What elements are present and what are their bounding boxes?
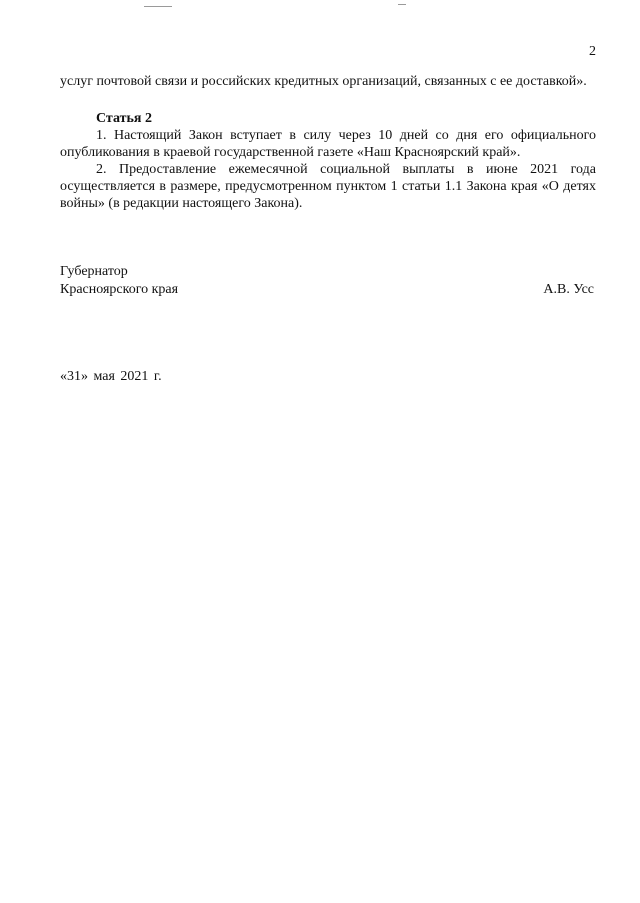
article-paragraph-2: 2. Предоставление ежемесячной социальной выплаты в июне 2021 года осуществляется в размере, предусмотренном пунктом 1 статьи 1.1 Закона края «О детях войны» (в редакции настоящего Закона). — [60, 162, 596, 211]
signatory-name: А.В. Усс — [543, 282, 594, 297]
article-paragraph-1: 1. Настоящий Закон вступает в силу через 10 дней со дня его официального опубликования в краевой государственной газете «Наш Красноярский край». — [60, 128, 596, 160]
scan-artifact-line — [398, 4, 406, 5]
continuation-paragraph: услуг почтовой связи и российских кредитных организаций, связанных с ее доставкой». — [60, 74, 587, 89]
document-date: «31» мая 2021 г. — [60, 369, 162, 384]
signatory-position-line-1: Губернатор — [60, 264, 128, 279]
page-number: 2 — [589, 44, 596, 59]
document-body — [60, 73, 596, 212]
article-heading: Статья 2 — [96, 111, 152, 126]
scan-artifact-line — [144, 6, 172, 7]
signatory-position-line-2: Красноярского края — [60, 282, 179, 297]
signature-row — [60, 281, 594, 299]
signature-block — [60, 263, 594, 299]
